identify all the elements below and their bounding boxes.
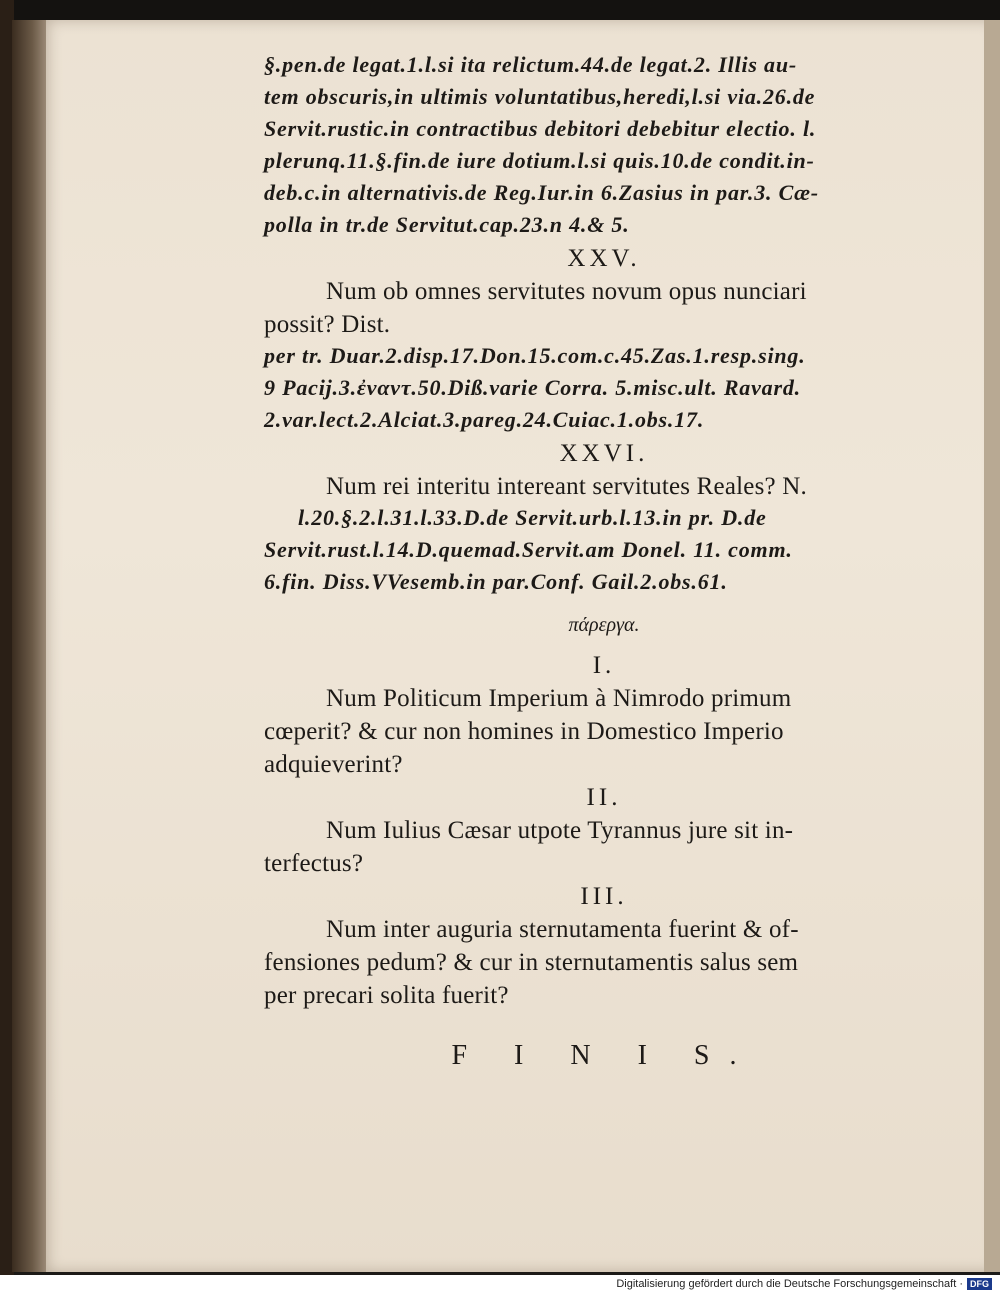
scan-background-top xyxy=(0,0,1000,22)
text-line: fensiones pedum? & cur in sternutamentis salus sem xyxy=(264,949,799,976)
parerga-heading: πάρεργα. xyxy=(568,614,640,636)
finis-line: F I N I S. xyxy=(451,1040,757,1071)
text-line: per precari solita fuerit? xyxy=(264,982,509,1009)
text-line: deb.c.in alternativis.de Reg.Iur.in 6.Zasius in par.3. Cæ- xyxy=(264,180,819,205)
text-line: §.pen.de legat.1.l.si ita relictum.44.de legat.2. Illis au- xyxy=(264,52,798,77)
page-gutter-shadow xyxy=(12,20,46,1272)
text-line: Num ob omnes servitutes novum opus nunciari xyxy=(326,278,807,305)
text-line: plerunq.11.§.fin.de iure dotium.l.si quis.10.de condit.in- xyxy=(264,148,815,173)
section-heading: I. xyxy=(592,652,616,679)
text-line: terfectus? xyxy=(264,850,364,877)
text-line: 9 Pacij.3.ἐναντ.50.Diß.varie Corra. 5.misc.ult. Ravard. xyxy=(264,375,801,400)
text-line: Servit.rustic.in contractibus debitori debebitur electio. l. xyxy=(264,116,817,141)
text-line: 2.var.lect.2.Alciat.3.pareg.24.Cuiac.1.obs.17. xyxy=(264,407,705,432)
text-line: cœperit? & cur non homines in Domestico Imperio xyxy=(264,718,784,745)
text-line: tem obscuris,in ultimis voluntatibus,heredi,l.si via.26.de xyxy=(264,84,816,109)
text-line: Num inter auguria sternutamenta fuerint & of- xyxy=(326,916,799,943)
section-heading: III. xyxy=(580,883,628,910)
text-line: l.20.§.2.l.31.l.33.D.de Servit.urb.l.13.in pr. D.de xyxy=(298,505,767,530)
text-line: adquieverint? xyxy=(264,751,403,778)
text-line: Servit.rust.l.14.D.quemad.Servit.am Donel. 11. comm. xyxy=(264,537,793,562)
text-line: polla in tr.de Servitut.cap.23.n 4.& 5. xyxy=(264,212,630,237)
section-heading: II. xyxy=(586,784,622,811)
text-line: Num Iulius Cæsar utpote Tyrannus jure sit in- xyxy=(326,817,794,844)
page-right-edge xyxy=(984,20,1000,1272)
text-line: per tr. Duar.2.disp.17.Don.15.com.c.45.Zas.1.resp.sing. xyxy=(264,343,806,368)
text-line: Num rei interitu intereant servitutes Reales? N. xyxy=(326,473,807,500)
section-heading: XXV. xyxy=(567,245,641,272)
text-line: possit? Dist. xyxy=(264,311,391,338)
digitization-credit-bar xyxy=(0,1275,1000,1293)
text-line: 6.fin. Diss.VVesemb.in par.Conf. Gail.2.obs.61. xyxy=(264,569,728,594)
credit-text: Digitalisierung gefördert durch die Deutsche Forschungsgemeinschaft · xyxy=(616,1278,963,1290)
page-body-text xyxy=(264,54,944,1070)
section-heading: XXVI. xyxy=(559,440,649,467)
text-line: Num Politicum Imperium à Nimrodo primum xyxy=(326,685,792,712)
dfg-logo: DFG xyxy=(967,1278,992,1290)
